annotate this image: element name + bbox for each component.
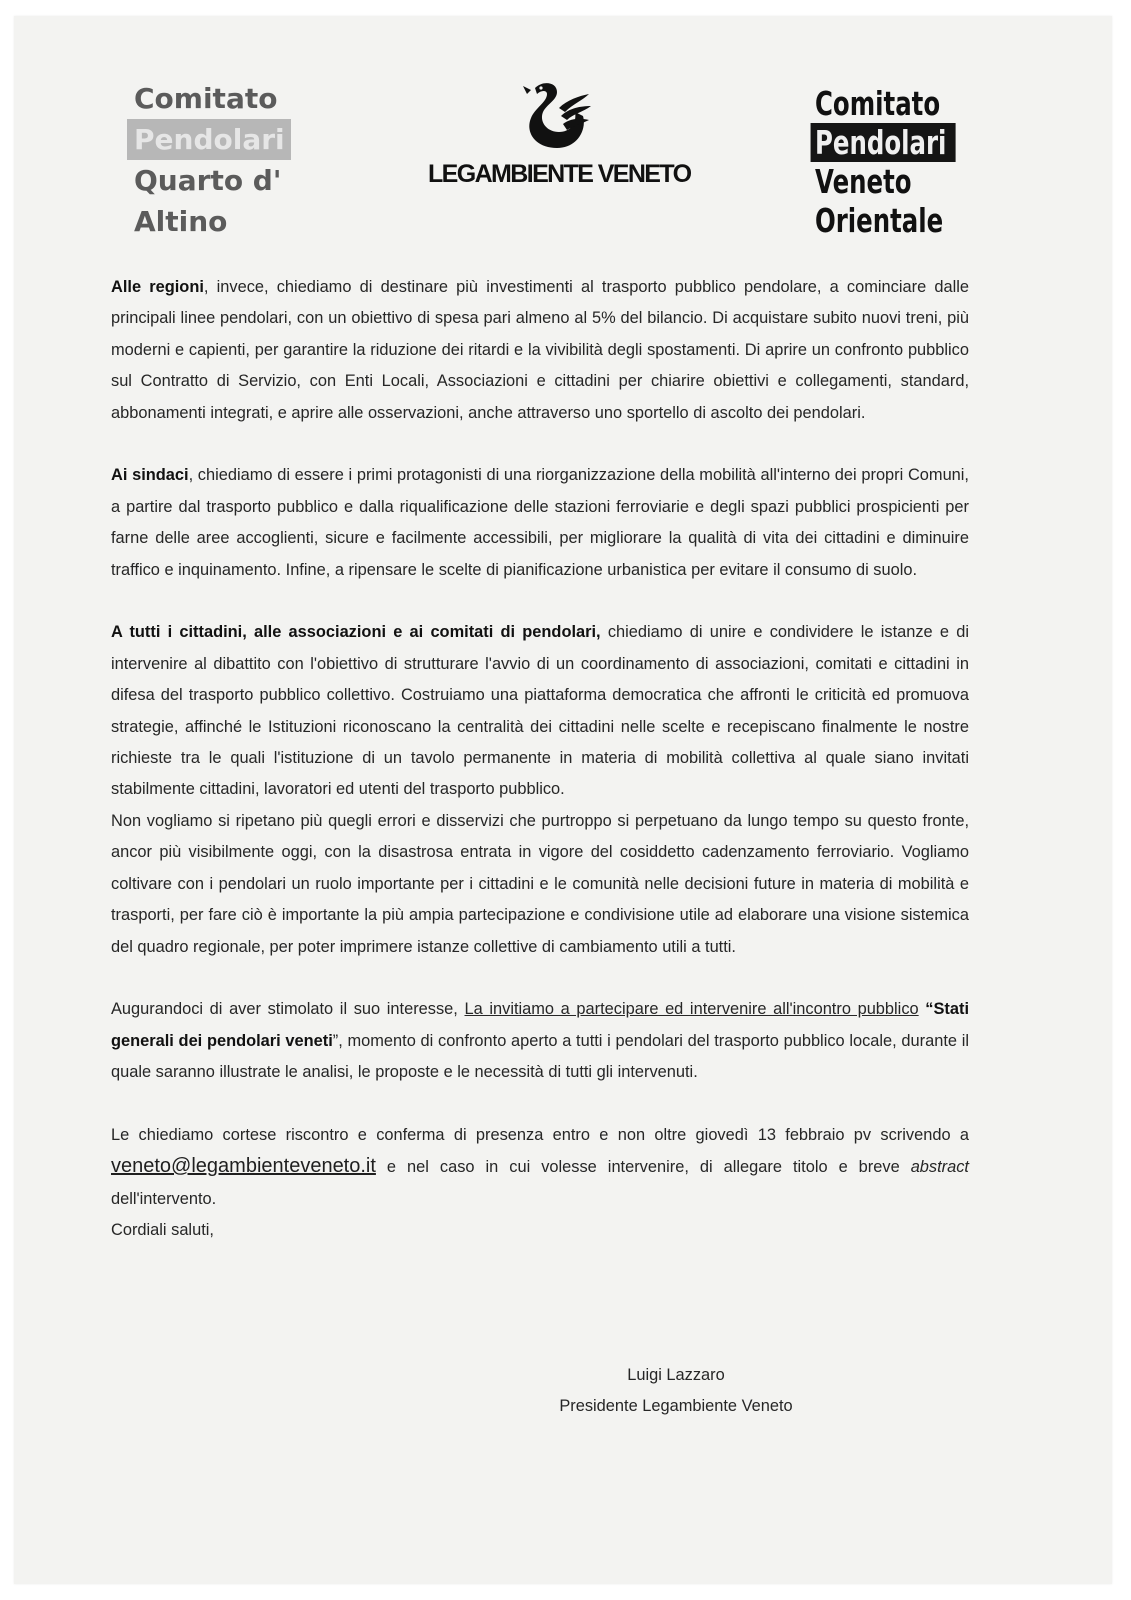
paragraph-riscontro <box>111 1120 969 1215</box>
closing-greeting: Cordiali saluti, <box>111 1221 214 1240</box>
logo-legambiente-veneto <box>428 78 691 189</box>
paragraph-cittadini-lead: A tutti i cittadini, alle associazioni e ai comitati di pendolari, <box>111 623 601 642</box>
email-link[interactable]: veneto@legambienteveneto.it <box>111 1155 376 1178</box>
signature-block <box>548 1360 804 1422</box>
paragraph-errori: Non vogliamo si ripetano più quegli errori e disservizi che purtroppo si perpetuano da lungo tempo su questo fronte, ancor più visibilmente oggi, con la disastrosa entrata in vigore del cosiddetto cadenzamento ferroviario. Vogliamo coltivare con i pendolari un ruolo importante per i cittadini e le comunità nelle decisioni future in materia di mobilità e trasporti, per fare ciò è importante la più ampia partecipazione e condivisione utile ad elaborare una visione sistemica del quadro regionale, per poter imprimere istanze collettive di cambiamento utili a tutti. <box>111 811 969 956</box>
paragraph-invito-text-a: Augurandoci di aver stimolato il suo interesse, <box>111 1000 465 1019</box>
logo-right-line-4: Orientale <box>815 201 944 240</box>
logo-right-line-1: Comitato <box>815 84 941 123</box>
paragraph-invito <box>111 994 969 1088</box>
logo-right-line-2: Pendolari <box>811 123 956 162</box>
paragraph-regioni-lead: Alle regioni <box>111 278 204 296</box>
paragraph-sindaci <box>111 460 969 586</box>
signature-name: Luigi Lazzaro <box>627 1366 725 1384</box>
signature-role: Presidente Legambiente Veneto <box>559 1397 793 1415</box>
paragraph-riscontro-abstract: abstract <box>910 1158 969 1177</box>
event-title: “Stati generali dei pendolari veneti <box>111 1000 969 1050</box>
letter-body <box>111 272 969 1247</box>
logo-center-text: LEGAMBIENTE VENETO <box>428 160 691 188</box>
paragraph-cittadini <box>111 617 969 805</box>
paragraph-riscontro-text-a: Le chiediamo cortese riscontro e conferma di presenza entro e non oltre giovedì 13 febbraio pv scrivendo a <box>111 1125 969 1144</box>
paragraph-sindaci-text: , chiediamo di essere i primi protagonisti di una riorganizzazione della mobilità all'interno dei propri Comuni, a partire dal trasporto pubblico e dalla riqualificazione delle stazioni ferroviarie e degli spazi pubblici prospicienti per farne delle aree accoglienti, sicure e facilmente accessibili, per migliorare la qualità di vita dei cittadini e diminuire traffico e inquinamento. Infine, a ripensare le scelte di pianificazione urbanistica per evitare il consumo di suolo. <box>111 466 969 579</box>
logo-comitato-pendolari-quarto-altino <box>134 78 291 242</box>
logo-left-line-3: Quarto d' <box>134 164 282 197</box>
paragraph-riscontro-text-b: e nel caso in cui volesse intervenire, di allegare titolo e breve <box>375 1158 911 1177</box>
paragraph-sindaci-lead: Ai sindaci <box>111 466 189 485</box>
logo-right-line-3: Veneto <box>815 162 912 201</box>
paragraph-riscontro-text-c: dell'intervento. <box>111 1189 217 1208</box>
paragraph-regioni-text: , invece, chiediamo di destinare più investimenti al trasporto pubblico pendolare, a cominciare dalle principali linee pendolari, con un obiettivo di spesa pari almeno al 5% del bilancio. Di acquistare subito nuovi treni, più moderni e capienti, per garantire la riduzione dei ritardi e la vivibilità degli spostamenti. Di aprire un confronto pubblico sul Contratto di Servizio, con Enti Locali, Associazioni e cittadini per chiarire obiettivi e collegamenti, standard, abbonamenti integrati, e aprire alle osservazioni, anche attraverso uno sportello di ascolto dei pendolari. <box>111 278 969 422</box>
paragraph-invito-text-b: ”, momento di confronto aperto a tutti i pendolari del trasporto pubblico locale, durante il quale saranno illustrate le analisi, le proposte e le necessità di tutti gli intervenuti. <box>111 1031 970 1082</box>
swan-icon <box>513 78 593 156</box>
paragraph-invito-underline: La invitiamo a partecipare ed intervenire all'incontro pubblico <box>464 1000 919 1019</box>
logo-comitato-pendolari-veneto-orientale <box>815 84 955 240</box>
logo-left-line-2: Pendolari <box>127 119 291 160</box>
paragraph-regioni <box>111 272 969 429</box>
paragraph-cittadini-text: chiediamo di unire e condividere le istanze e di intervenire al dibattito con l'obiettivo di strutturare l'avvio di un coordinamento di associazioni, comitati e cittadini in difesa del trasporto pubblico collettivo. Costruiamo una piattaforma democratica che affronti le criticità ed promuova strategie, affinché le Istituzioni riconoscano la centralità dei cittadini nelle scelte e recepiscano finalmente le nostre richieste tra le quali l'istituzione di un tavolo permanente in materia di mobilità collettiva al quale siano invitati stabilmente cittadini, lavoratori ed utenti del trasporto pubblico. <box>111 623 969 799</box>
logo-left-line-4: Altino <box>134 205 228 238</box>
logo-left-line-1: Comitato <box>134 82 278 115</box>
